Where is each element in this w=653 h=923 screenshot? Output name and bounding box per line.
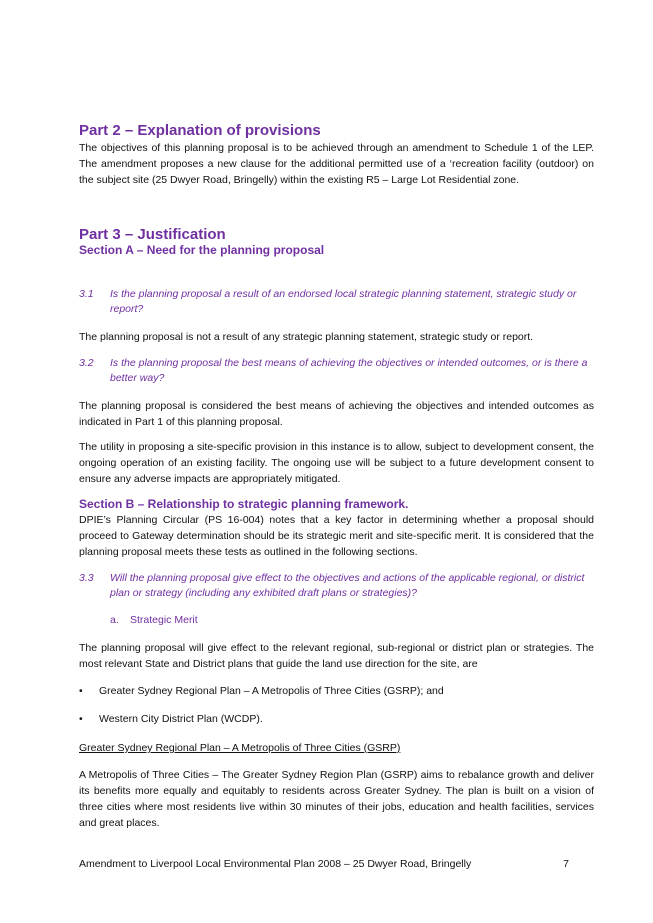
list-item-text: Greater Sydney Regional Plan – A Metropolis of Three Cities (GSRP); and bbox=[99, 685, 444, 697]
gsrp-body: A Metropolis of Three Cities – The Greater Sydney Region Plan (GSRP) aims to rebalance growth and deliver its benefits more equally and equitably to residents across Greater Sydney. The plan is built on a vision of three cities where most residents live within 30 minutes of their jobs, education and health facilities, services and great places. bbox=[79, 769, 594, 829]
part2-heading: Part 2 – Explanation of provisions bbox=[79, 122, 321, 139]
question-3-2 bbox=[79, 356, 594, 386]
gsrp-heading: Greater Sydney Regional Plan – A Metropolis of Three Cities (GSRP) bbox=[79, 742, 401, 754]
answer-3-2-paragraph-2: The utility in proposing a site-specific provision in this instance is to allow, subject to development consent, the ongoing operation of an existing facility. The ongoing use will be subject to a future development consent to ensure any adverse impacts are appropriately mitigated. bbox=[79, 441, 594, 485]
footer-title: Amendment to Liverpool Local Environmental Plan 2008 – 25 Dwyer Road, Bringelly bbox=[79, 858, 472, 870]
question-text: Is the planning proposal a result of an endorsed local strategic planning statement, strategic study or report? bbox=[110, 288, 577, 315]
list-item bbox=[79, 683, 594, 699]
question-3-1 bbox=[79, 287, 594, 317]
answer-3-1: The planning proposal is not a result of any strategic planning statement, strategic study or report. bbox=[79, 331, 534, 343]
section-b-heading: Section B – Relationship to strategic planning framework. bbox=[79, 497, 409, 511]
subsection-letter: a. bbox=[110, 614, 119, 626]
part2-body: The objectives of this planning proposal is to be achieved through an amendment to Schedule 1 of the LEP. The amendment proposes a new clause for the additional permitted use of a ‘recreation facility (outdoor) on the subject site (25 Dwyer Road, Bringelly) within the existing R5 – Large Lot Residential zone. bbox=[79, 142, 594, 186]
question-number: 3.3 bbox=[79, 572, 94, 584]
answer-3-2-paragraph-1: The planning proposal is considered the best means of achieving the objectives and intended outcomes as indicated in Part 1 of this planning proposal. bbox=[79, 400, 594, 428]
question-3-3 bbox=[79, 571, 594, 601]
bullet-icon: • bbox=[79, 685, 83, 697]
part3-heading: Part 3 – Justification bbox=[79, 226, 226, 243]
list-item-text: Western City District Plan (WCDP). bbox=[99, 713, 263, 725]
section-b-body: DPIE’s Planning Circular (PS 16-004) notes that a key factor in determining whether a proposal should proceed to Gateway determination should be its strategic merit and site-specific merit. It is considered that the planning proposal meets these tests as outlined in the following sections. bbox=[79, 514, 594, 558]
section-a-heading: Section A – Need for the planning proposal bbox=[79, 243, 325, 257]
question-number: 3.2 bbox=[79, 357, 94, 369]
question-number: 3.1 bbox=[79, 288, 94, 300]
subsection-title: Strategic Merit bbox=[130, 614, 198, 626]
page-number: 7 bbox=[563, 858, 569, 870]
question-text: Will the planning proposal give effect to the objectives and actions of the applicable regional, or district plan or strategy (including any exhibited draft plans or strategies)? bbox=[110, 572, 585, 599]
page-footer bbox=[79, 857, 569, 871]
question-text: Is the planning proposal the best means of achieving the objectives or intended outcomes, or is there a better way? bbox=[110, 357, 588, 384]
list-item bbox=[79, 711, 594, 727]
strategic-merit-body: The planning proposal will give effect to the relevant regional, sub-regional or district plan or strategies. The most relevant State and District plans that guide the land use direction for the site, are bbox=[79, 642, 594, 670]
subsection-strategic-merit bbox=[79, 613, 594, 628]
bullet-icon: • bbox=[79, 713, 83, 725]
